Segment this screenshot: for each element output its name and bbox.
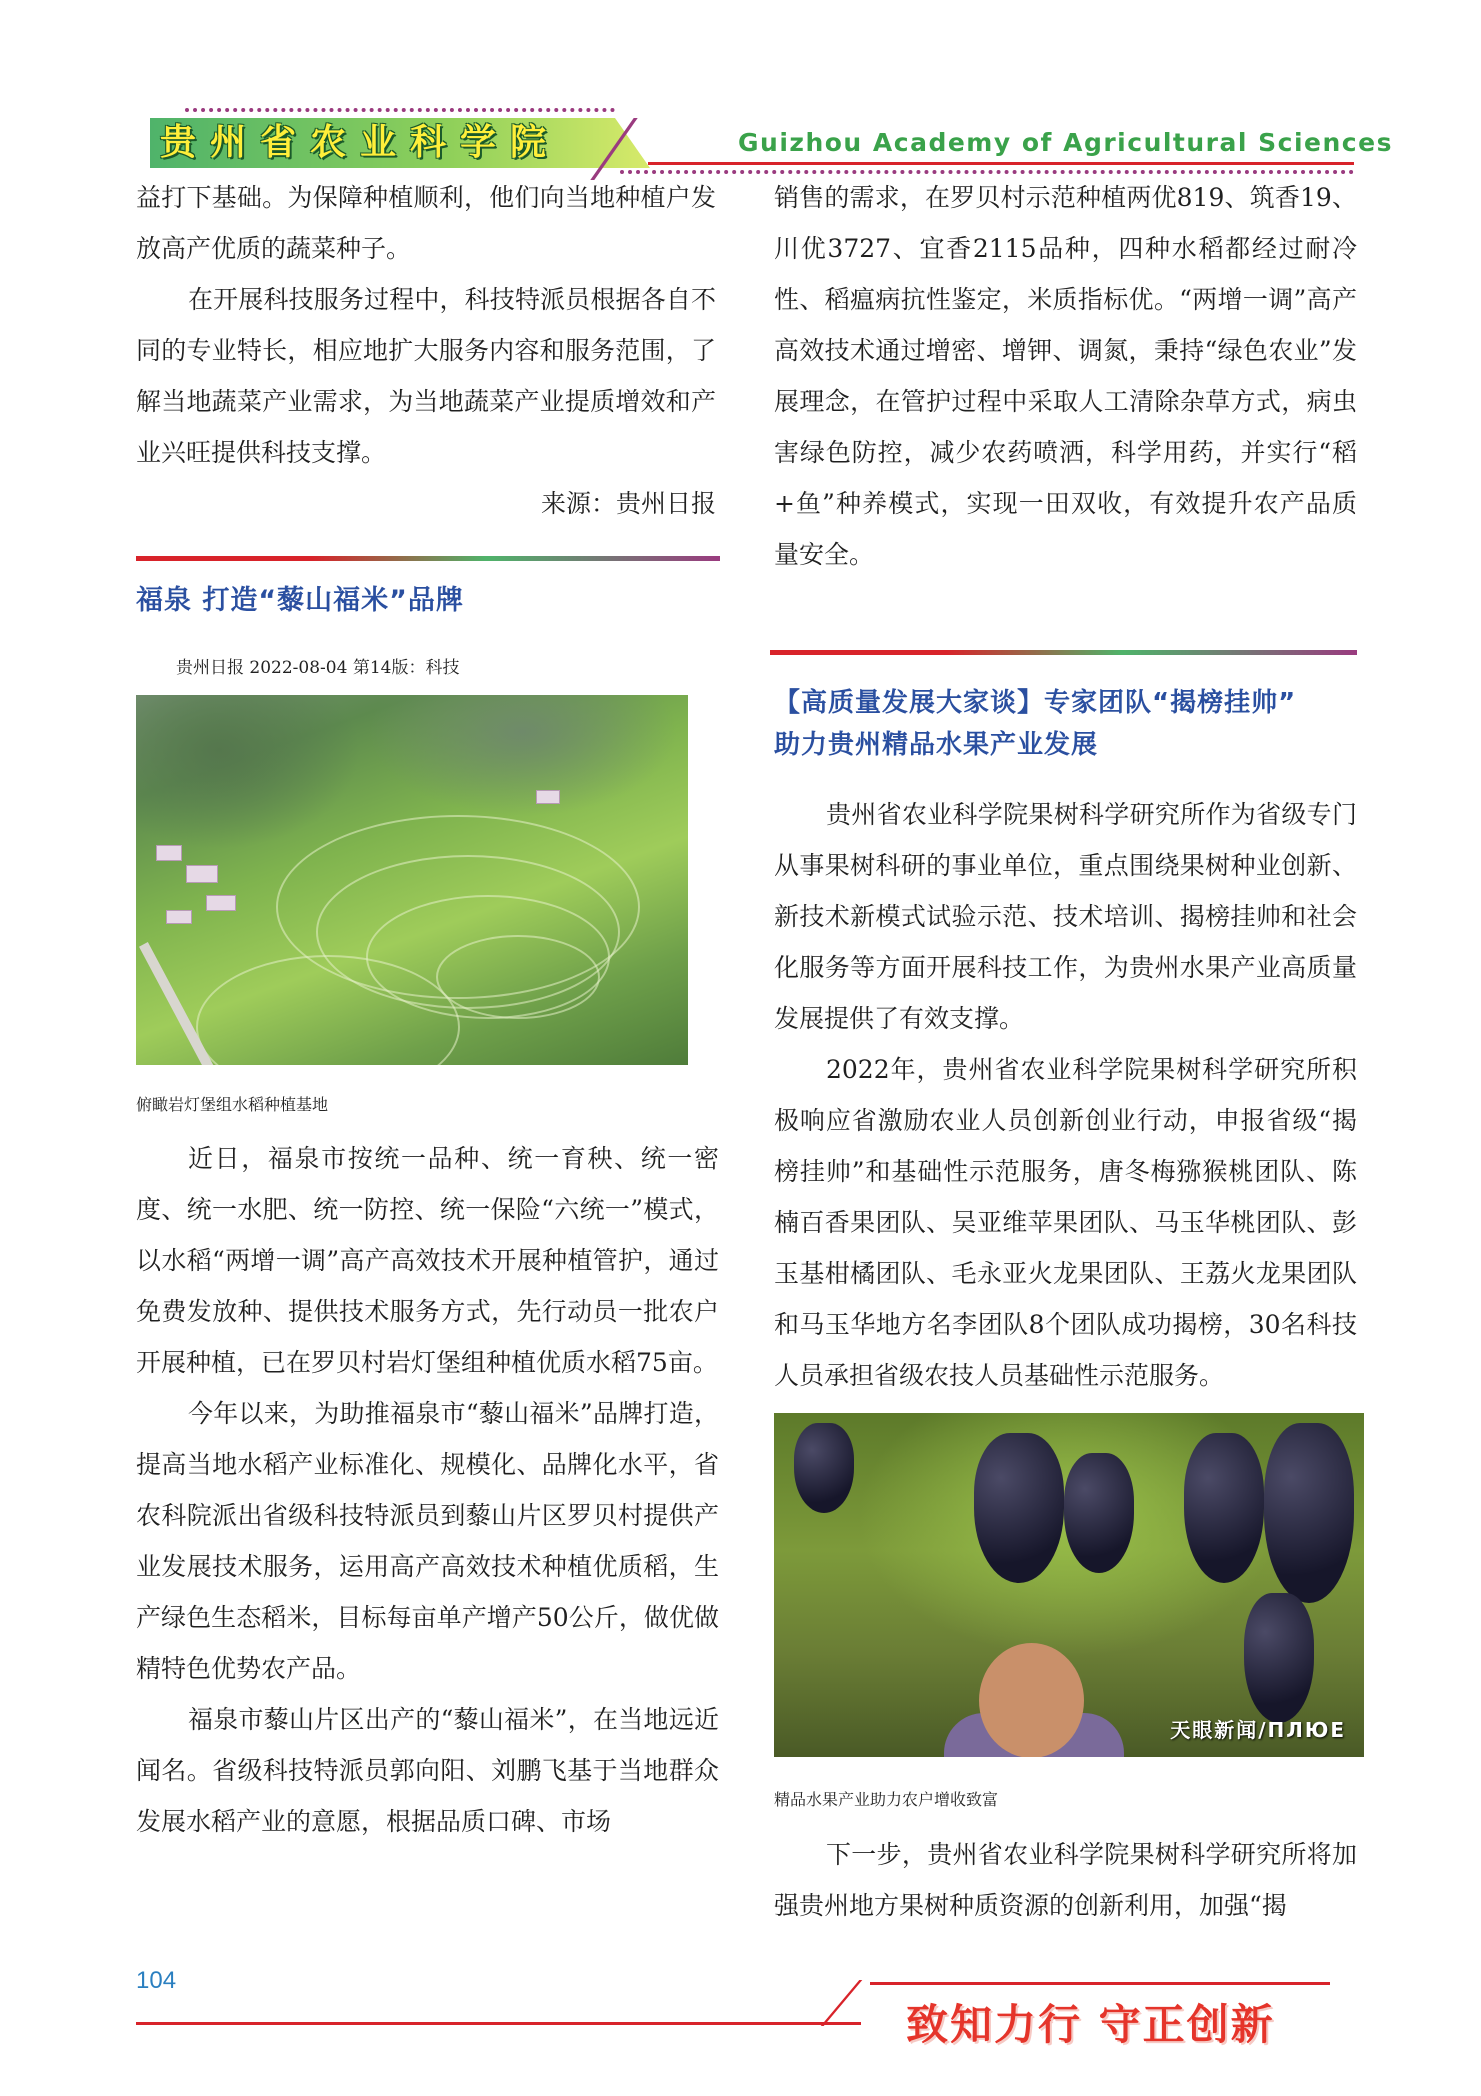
footer-slogan: 致知力行 守正创新: [906, 2000, 1275, 2049]
header-title-cn: 贵州省农业科学院: [160, 122, 561, 163]
article-title-line-2: 助力贵州精品水果产业发展: [774, 730, 1099, 760]
article-title-fuquan: 福泉 打造“藜山福米”品牌: [136, 585, 464, 616]
article-meta: 贵州日报 2022-08-04 第14版：科技: [176, 658, 460, 678]
photo-watermark: 天眼新闻/ПЛЮЕ: [1170, 1718, 1346, 1742]
right-article-body: [774, 789, 1357, 1401]
header-title-en: Guizhou Academy of Agricultural Sciences: [738, 128, 1393, 157]
body-paragraph-1: 近日，福泉市按统一品种、统一育秧、统一密度、统一水肥、统一防控、统一保险“六统一”模式，以水稻“两增一调”高产高效技术开展种植管护，通过免费发放种、提供技术服务方式，先行动员一批农户开展种植，已在罗贝村岩灯堡组种植优质水稻75亩。: [136, 1144, 719, 1377]
source-line: 来源：贵州日报: [540, 489, 716, 518]
article-title-line-1: 【高质量发展大家谈】专家团队“揭榜挂帅”: [774, 688, 1297, 718]
left-intro: [136, 172, 716, 529]
intro-paragraph-2: 在开展科技服务过程中，科技特派员根据各自不同的专业特长，相应地扩大服务内容和服务范围，了解当地蔬菜产业需求，为当地蔬菜产业提质增效和产业兴旺提供科技支撑。: [136, 285, 716, 467]
footer-red-rule: [136, 2022, 861, 2025]
right-tail-text: [774, 1829, 1357, 1931]
body-paragraph-3: 福泉市藜山片区出产的“藜山福米”，在当地远近闻名。省级科技特派员郭向阳、刘鹏飞基于当地群众发展水稻产业的意愿，根据品质口碑、市场: [136, 1705, 719, 1836]
page-number: 104: [136, 1967, 177, 1994]
section-divider-right: [770, 650, 1357, 655]
body-paragraph-2: 今年以来，为助推福泉市“藜山福米”品牌打造，提高当地水稻产业标准化、规模化、品牌化水平，省农科院派出省级科技特派员到藜山片区罗贝村提供产业发展技术服务，运用高产高效技术种植优质稻，生产绿色生态稻米，目标每亩单产增产50公斤，做优做精特色优势农产品。: [136, 1399, 719, 1683]
fruit-paragraph-1: 贵州省农业科学院果树科学研究所作为省级专门从事果树科研的事业单位，重点围绕果树种业创新、新技术新模式试验示范、技术培训、揭榜挂帅和社会化服务等方面开展科技工作，为贵州水果产业高质量发展提供了有效支撑。: [774, 800, 1357, 1033]
intro-paragraph-1: 益打下基础。为保障种植顺利，他们向当地种植户发放高产优质的蔬菜种子。: [136, 183, 716, 263]
grape-harvest-photo: [774, 1413, 1364, 1757]
rice-variety-paragraph: 销售的需求，在罗贝村示范种植两优819、筑香19、川优3727、宜香2115品种，四种水稻都经过耐冷性、稻瘟病抗性鉴定，米质指标优。“两增一调”高产高效技术通过增密、增钾、调氮，秉持“绿色农业”发展理念，在管护过程中采取人工清除杂草方式，病虫害绿色防控，减少农药喷洒，科学用药，并实行“稻+鱼”种养模式，实现一田双收，有效提升农产品质量安全。: [774, 183, 1357, 569]
rice-terrace-photo: [136, 695, 688, 1065]
section-divider-left: [136, 556, 720, 561]
fruit-paragraph-2: 2022年，贵州省农业科学院果树科学研究所积极响应省激励农业人员创新创业行动，申报省级“揭榜挂帅”和基础性示范服务，唐冬梅猕猴桃团队、陈楠百香果团队、吴亚维苹果团队、马玉华桃团队、彭玉基柑橘团队、毛永亚火龙果团队、王荔火龙果团队和马玉华地方名李团队8个团队成功揭榜，30名科技人员承担省级农技人员基础性示范服务。: [774, 1055, 1357, 1390]
footer-red-rule-upper: [870, 1982, 1330, 1985]
rice-photo-caption: 俯瞰岩灯堡组水稻种植基地: [136, 1095, 329, 1114]
right-top-text: [774, 172, 1357, 580]
grape-photo-caption: 精品水果产业助力农户增收致富: [774, 1790, 999, 1809]
header-dotted-line-top: [185, 108, 615, 112]
left-article-body: [136, 1133, 719, 1847]
next-step-paragraph: 下一步，贵州省农业科学院果树科学研究所将加强贵州地方果树种质资源的创新利用，加强“揭: [774, 1840, 1357, 1920]
article-title-fruit: [774, 682, 1296, 766]
header-red-rule: [648, 162, 1354, 165]
footer-diagonal: [821, 1980, 863, 2026]
